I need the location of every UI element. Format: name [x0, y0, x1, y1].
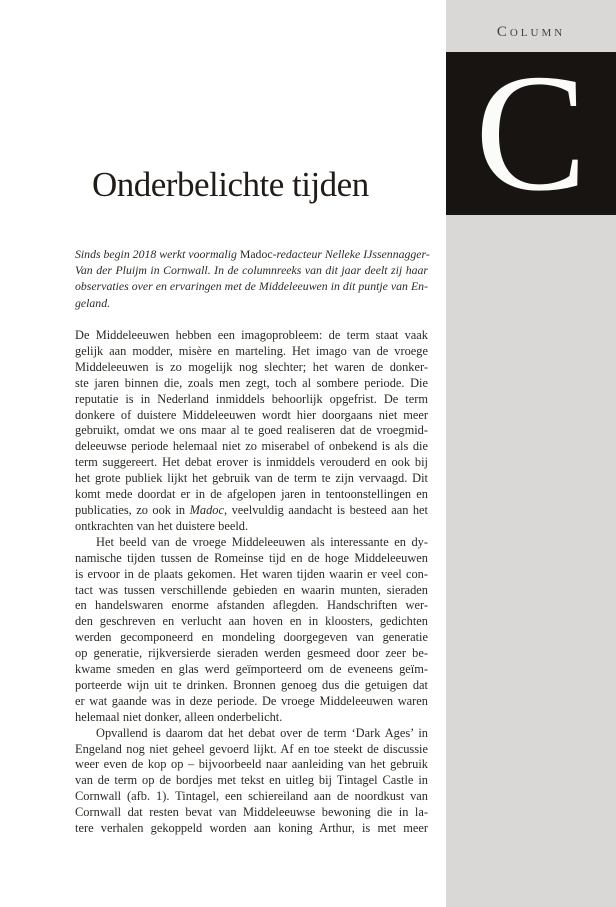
text-line: weer even de kop op – bijvoorbeeld naar aanleiding van het gebruik — [75, 757, 428, 772]
text-line: den geschreven en verlucht aan hoven en in kloosters, gedichten — [75, 614, 428, 629]
text-line: tact was tussen verschillende gebieden en waarin munten, sieraden — [75, 582, 428, 597]
drop-cap-box — [446, 40, 616, 226]
text-line: geland. — [75, 295, 111, 310]
text-line: gelijk aan modder, misère en marteling. Het imago van de vroege — [75, 343, 428, 358]
text-line: porteerde wijn uit te drinken. Bronnen genoeg dus die getuigen dat — [75, 677, 428, 692]
text-line: tere verhalen gekoppeld worden aan koning Arthur, is met meer — [75, 821, 428, 836]
text-line: Engeland nog niet geheel gevoerd lijkt. Af en toe steekt de discussie — [75, 741, 428, 756]
column-section-label: Column — [496, 24, 566, 40]
text-line: ste jaren binnen die, zoals men zegt, toch al sombere periode. Die — [75, 375, 428, 390]
text-line: er wat gaande was in deze periode. De vroege Middeleeuwen waren — [75, 693, 428, 708]
text-line: namische tijden tussen de Romeinse tijd en de hoge Middeleeuwen — [75, 550, 428, 565]
text-line: Cornwall (afb. 1). Tintagel, een schiereiland aan de noordkust van — [75, 789, 428, 804]
drop-cap-letter: C — [474, 40, 588, 226]
text-line: Het beeld van de vroege Middeleeuwen als interessante en dy- — [96, 534, 428, 549]
text-line: het grote publiek lijkt het gebruik van de term te zijn vervaagd. Dit — [75, 471, 428, 486]
text-line: kwame smeden en glas werd geïmporteerd om de eveneens geïm- — [75, 662, 428, 677]
article-body — [75, 328, 428, 837]
text-line: reputatie is in Nederland inmiddels behoorlijk opgefrist. De term — [75, 391, 428, 406]
text-line: term suggereert. Het debat erover is inmiddels verouderd en ook bij — [75, 455, 428, 470]
madoc-journal-title: Madoc — [239, 247, 273, 261]
text-line: van de term op de bordjes met tekst en uitleg bij Tintagel Castle in — [75, 773, 428, 788]
text-line: publicaties, zo ook in Madoc, veelvuldig aandacht is besteed aan het — [75, 502, 428, 517]
text-line: donkere of duistere Middeleeuwen wordt hier doorgaans niet meer — [75, 407, 428, 422]
text-line: observaties over en ervaringen met de Middeleeuwen in dit puntje van En- — [75, 279, 428, 294]
text-line: Opvallend is daarom dat het debat over de term ‘Dark Ages’ in — [96, 725, 428, 740]
text-line: helemaal niet donker, alleen onderbelicht. — [75, 709, 283, 724]
text-line: Sinds begin 2018 werkt voormalig Madoc-redacteur Nelleke IJssennagger- — [75, 247, 430, 261]
article-title: Onderbelichte tijden — [92, 165, 369, 204]
madoc-journal-title: Madoc — [189, 502, 224, 517]
text-line: gebruikt, omdat we ons maar al te goed realiseren dat de vroegmid- — [75, 423, 428, 438]
text-line: is ervoor in de plaats gekomen. Het waren tijden waarin er veel con- — [75, 566, 428, 581]
text-line: en handelswaren enorme afstanden aflegden. Handschriften wer- — [75, 598, 428, 613]
text-line: Middeleeuwen is zo mogelijk nog slechter; het waren de donker- — [75, 359, 428, 374]
body-paragraph — [75, 535, 428, 726]
text-line: De Middeleeuwen hebben een imagoprobleem: de term staat vaak — [75, 328, 428, 342]
text-line: Cornwall dat resten bevat van Middeleeuwse bewoning die in la- — [75, 805, 428, 820]
body-paragraph — [75, 328, 428, 535]
text-line: deleeuwse periode helemaal niet zo miserabel of onbekend is als die — [75, 439, 428, 454]
body-paragraph — [75, 726, 428, 837]
text-line: komt mede doordat er in de afgelopen jaren in tentoonstellingen en — [75, 487, 428, 502]
text-line: ontkrachten van het duistere beeld. — [75, 518, 249, 533]
text-line: werden gecomponeerd en mondeling doorgegeven van generatie — [75, 630, 428, 645]
text-line: op generatie, rijkversierde sieraden werden gesmeed door zeer be- — [75, 646, 428, 661]
intro-paragraph — [75, 246, 428, 311]
text-line: Van der Pluijm in Cornwall. In de columnreeks van dit jaar deelt zij haar — [75, 263, 428, 278]
